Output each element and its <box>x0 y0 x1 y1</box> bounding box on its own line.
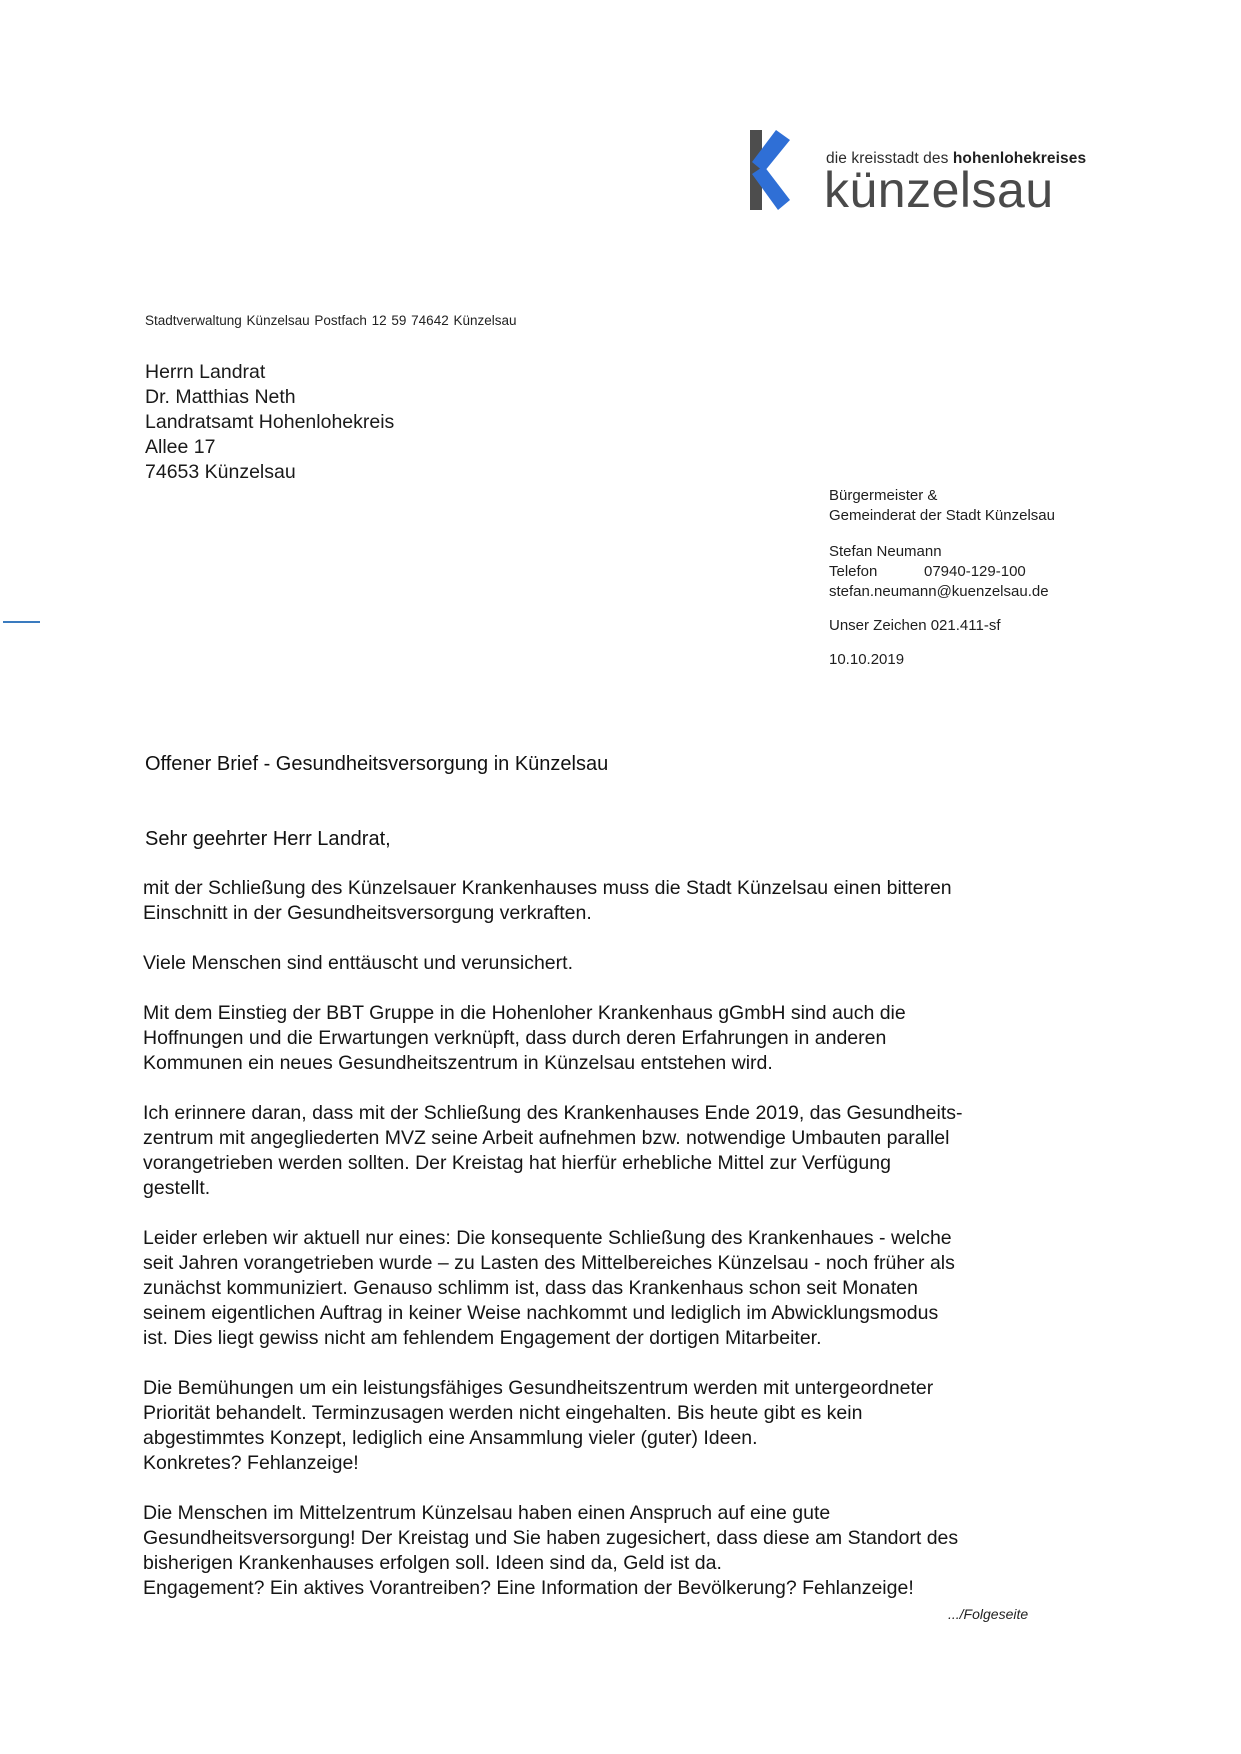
recipient-line: 74653 Künzelsau <box>145 461 296 483</box>
contact-phone <box>829 562 1055 582</box>
recipient-line: Herrn Landrat <box>145 361 266 383</box>
continuation-note: .../Folgeseite <box>948 1606 1029 1622</box>
sender-office-line: Gemeinderat der Stadt Künzelsau <box>829 507 1055 524</box>
reference-number: Unser Zeichen 021.411-sf <box>829 617 1001 634</box>
body-paragraph <box>143 1376 1093 1476</box>
body-line: Die Bemühungen um ein leistungsfähiges Gesundheitszentrum werden mit untergeordneter <box>143 1377 934 1399</box>
letterhead-city-name: künzelsau <box>824 162 1054 218</box>
body-line: Leider erleben wir aktuell nur eines: Die konsequente Schließung des Krankenhaues - welche <box>143 1227 952 1249</box>
letter-subject: Offener Brief - Gesundheitsversorgung in Künzelsau <box>145 753 609 775</box>
salutation: Sehr geehrter Herr Landrat, <box>145 828 391 850</box>
body-paragraph <box>143 1101 1093 1201</box>
body-line: Einschnitt in der Gesundheitsversorgung verkraften. <box>143 902 592 924</box>
recipient-line: Dr. Matthias Neth <box>145 386 296 408</box>
letter-date: 10.10.2019 <box>829 651 905 668</box>
recipient-line: Allee 17 <box>145 436 216 458</box>
body-paragraph <box>143 951 1093 976</box>
body-paragraph <box>143 1001 1093 1076</box>
tagline-bold: hohenlohekreises <box>952 150 1087 167</box>
body-paragraph <box>143 1501 1093 1601</box>
body-line: Konkretes? Fehlanzeige! <box>143 1452 359 1474</box>
recipient-line: Landratsamt Hohenlohekreis <box>145 411 395 433</box>
body-line: Viele Menschen sind enttäuscht und verunsichert. <box>143 952 573 974</box>
tagline-light: die kreisstadt des <box>826 150 953 167</box>
body-line: bisherigen Krankenhauses erfolgen soll. Ideen sind da, Geld ist da. <box>143 1552 722 1574</box>
body-line: Hoffnungen und die Erwartungen verknüpft, dass durch deren Erfahrungen in anderen <box>143 1027 887 1049</box>
body-line: gestellt. <box>143 1177 211 1199</box>
body-paragraph <box>143 1226 1093 1351</box>
sender-return-address: Stadtverwaltung Künzelsau Postfach 12 59 74642 Künzelsau <box>145 313 517 328</box>
body-line: Gesundheitsversorgung! Der Kreistag und Sie haben zugesichert, dass diese am Standort des <box>143 1527 959 1549</box>
sender-info-block <box>829 486 1055 670</box>
body-line: Priorität behandelt. Terminzusagen werden nicht eingehalten. Bis heute gibt es kein <box>143 1402 863 1424</box>
body-line: abgestimmtes Konzept, lediglich eine Ansammlung vieler (guter) Ideen. <box>143 1427 758 1449</box>
letter-body <box>143 876 1093 1626</box>
body-paragraph <box>143 876 1093 926</box>
kuenzelsau-k-logo-icon <box>750 130 790 210</box>
sender-office-line: Bürgermeister & <box>829 487 938 504</box>
fold-mark <box>3 621 40 623</box>
body-line: vorangetrieben werden sollten. Der Kreistag hat hierfür erhebliche Mittel zur Verfügung <box>143 1152 891 1174</box>
body-line: zunächst kommuniziert. Genauso schlimm ist, dass das Krankenhaus schon seit Monaten <box>143 1277 918 1299</box>
recipient-address-block <box>145 360 394 485</box>
body-line: zentrum mit angegliederten MVZ seine Arbeit aufnehmen bzw. notwendige Umbauten parallel <box>143 1127 950 1149</box>
body-line: ist. Dies liegt gewiss nicht am fehlendem Engagement der dortigen Mitarbeiter. <box>143 1327 822 1349</box>
body-line: Die Menschen im Mittelzentrum Künzelsau haben einen Anspruch auf eine gute <box>143 1502 831 1524</box>
body-line: mit der Schließung des Künzelsauer Krankenhauses muss die Stadt Künzelsau einen bitteren <box>143 877 952 899</box>
body-line: Ich erinnere daran, dass mit der Schließung des Krankenhauses Ende 2019, das Gesundheits- <box>143 1102 963 1124</box>
body-line: seinem eigentlichen Auftrag in keiner Weise nachkommt und lediglich im Abwicklungsmodus <box>143 1302 939 1324</box>
body-line: Kommunen ein neues Gesundheitszentrum in Künzelsau entstehen wird. <box>143 1052 773 1074</box>
contact-name: Stefan Neumann <box>829 543 942 560</box>
body-line: Mit dem Einstieg der BBT Gruppe in die Hohenloher Krankenhaus gGmbH sind auch die <box>143 1002 906 1024</box>
phone-value: 07940-129-100 <box>924 563 1026 580</box>
phone-label: Telefon <box>829 563 878 580</box>
body-line: Engagement? Ein aktives Vorantreiben? Eine Information der Bevölkerung? Fehlanzeige! <box>143 1577 914 1599</box>
contact-email: stefan.neumann@kuenzelsau.de <box>829 583 1049 600</box>
body-line: seit Jahren vorangetrieben wurde – zu Lasten des Mittelbereiches Künzelsau - noch früher als <box>143 1252 955 1274</box>
